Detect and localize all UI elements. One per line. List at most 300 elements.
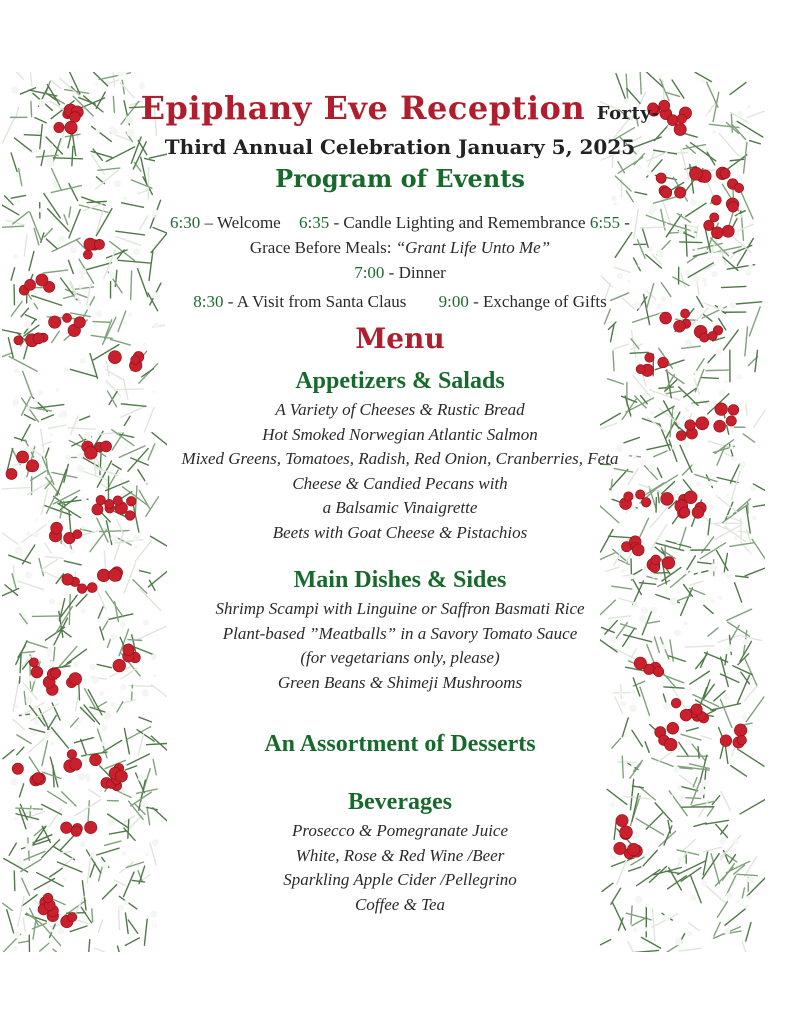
pine-needle bbox=[735, 583, 742, 602]
snow-dot bbox=[715, 494, 718, 497]
snow-dot bbox=[726, 573, 732, 579]
pine-needle bbox=[19, 653, 21, 683]
pine-needle bbox=[24, 235, 27, 256]
snow-dot bbox=[633, 928, 637, 932]
snow-dot bbox=[731, 456, 736, 461]
schedule-event: Grace Before Meals: bbox=[249, 238, 396, 257]
snow-dot bbox=[81, 497, 86, 502]
pine-needle bbox=[49, 425, 66, 428]
red-berry bbox=[25, 279, 36, 290]
menu-item: Coffee & Tea bbox=[354, 894, 446, 914]
pine-needle bbox=[717, 496, 737, 512]
snow-dot bbox=[26, 697, 33, 704]
pine-needle bbox=[745, 686, 757, 701]
snow-dot bbox=[730, 302, 737, 309]
pine-needle bbox=[23, 545, 35, 564]
pine-needle bbox=[7, 910, 14, 934]
section-title: Appetizers & Salads bbox=[295, 368, 505, 394]
pine-needle bbox=[2, 353, 12, 360]
pine-needle bbox=[681, 274, 685, 288]
pine-needle bbox=[37, 873, 63, 887]
snow-dot bbox=[690, 226, 696, 232]
pine-needle bbox=[753, 503, 765, 506]
pine-needle bbox=[716, 824, 728, 837]
snow-dot bbox=[693, 275, 700, 282]
red-berry bbox=[734, 724, 747, 737]
snow-dot bbox=[49, 143, 54, 148]
snow-dot bbox=[708, 504, 714, 510]
snow-dot bbox=[684, 570, 689, 575]
snow-dot bbox=[747, 105, 751, 109]
red-berry bbox=[728, 202, 739, 213]
pine-needle bbox=[76, 593, 89, 606]
snow-dot bbox=[16, 858, 24, 866]
pine-needle bbox=[11, 268, 15, 280]
pine-needle bbox=[30, 212, 41, 240]
snow-dot bbox=[58, 236, 64, 242]
snow-dot bbox=[720, 838, 726, 844]
pine-needle bbox=[23, 918, 25, 931]
pine-needle bbox=[681, 734, 701, 740]
pine-needle bbox=[746, 404, 747, 415]
red-berry bbox=[77, 584, 87, 594]
snow-dot bbox=[737, 111, 744, 118]
snow-dot bbox=[37, 317, 42, 322]
snow-dot bbox=[50, 496, 53, 499]
snow-dot bbox=[709, 563, 717, 571]
pine-needle bbox=[754, 407, 765, 427]
snow-dot bbox=[105, 464, 108, 467]
red-berry bbox=[51, 522, 63, 534]
pine-needle bbox=[41, 488, 48, 514]
pine-needle bbox=[60, 78, 81, 97]
snow-dot bbox=[10, 778, 18, 786]
pine-needle bbox=[2, 118, 14, 144]
menu-section-beverages bbox=[120, 787, 680, 917]
pine-needle bbox=[76, 697, 78, 710]
snow-dot bbox=[78, 720, 82, 724]
section-title: Main Dishes & Sides bbox=[293, 567, 507, 593]
pine-needle bbox=[689, 588, 704, 594]
snow-dot bbox=[737, 900, 740, 903]
pine-needle bbox=[2, 226, 24, 227]
pine-needle bbox=[725, 655, 727, 665]
pine-needle bbox=[701, 736, 711, 739]
red-berry bbox=[700, 333, 709, 342]
pine-needle bbox=[23, 371, 32, 396]
event-title bbox=[120, 90, 680, 132]
red-berry bbox=[17, 451, 29, 463]
snow-dot bbox=[750, 485, 756, 491]
pine-needle bbox=[33, 616, 60, 617]
snow-dot bbox=[30, 809, 34, 813]
pine-needle bbox=[52, 81, 61, 89]
pine-needle bbox=[103, 740, 121, 751]
snow-dot bbox=[690, 894, 696, 900]
pine-needle bbox=[19, 941, 30, 943]
pine-needle bbox=[733, 245, 752, 253]
pine-needle bbox=[726, 876, 736, 896]
snow-dot bbox=[64, 367, 70, 373]
pine-needle bbox=[725, 909, 745, 925]
pine-needle bbox=[87, 201, 106, 202]
snow-dot bbox=[32, 148, 38, 154]
red-berry bbox=[722, 225, 734, 237]
pine-needle bbox=[57, 862, 81, 872]
pine-needle bbox=[62, 792, 76, 806]
pine-needle bbox=[730, 83, 746, 95]
pine-needle bbox=[689, 581, 702, 586]
snow-dot bbox=[745, 905, 750, 910]
pine-needle bbox=[105, 841, 121, 845]
pine-needle bbox=[74, 738, 93, 743]
pine-needle bbox=[688, 263, 713, 277]
red-berry bbox=[692, 506, 704, 518]
snow-dot bbox=[39, 208, 43, 212]
menu-heading: Menu bbox=[355, 322, 445, 355]
red-berry bbox=[36, 274, 48, 286]
pine-needle bbox=[51, 728, 68, 748]
pine-needle bbox=[89, 789, 100, 797]
pine-needle bbox=[96, 209, 112, 236]
pine-needle bbox=[22, 878, 30, 895]
pine-needle bbox=[745, 857, 757, 877]
pine-needle bbox=[46, 239, 57, 249]
red-berry bbox=[689, 167, 702, 180]
pine-needle bbox=[748, 111, 765, 118]
pine-needle bbox=[714, 691, 725, 701]
red-berry bbox=[94, 239, 104, 249]
snow-dot bbox=[110, 534, 117, 541]
pine-needle bbox=[630, 950, 659, 952]
red-berry bbox=[726, 416, 736, 426]
snow-dot bbox=[73, 662, 79, 668]
pine-needle bbox=[106, 362, 109, 377]
pine-needle bbox=[731, 472, 740, 500]
snow-dot bbox=[699, 763, 702, 766]
snow-dot bbox=[748, 876, 755, 883]
snow-dot bbox=[109, 126, 116, 133]
pine-needle bbox=[705, 820, 728, 824]
pine-needle bbox=[690, 671, 709, 684]
pine-needle bbox=[70, 313, 90, 317]
pine-needle bbox=[93, 322, 109, 323]
pine-needle bbox=[697, 297, 703, 308]
pine-needle bbox=[50, 868, 62, 876]
snow-dot bbox=[101, 724, 108, 731]
snow-dot bbox=[15, 173, 19, 177]
pine-needle bbox=[82, 881, 86, 910]
snow-dot bbox=[737, 214, 742, 219]
snow-dot bbox=[701, 79, 706, 84]
pine-needle bbox=[721, 286, 745, 287]
event-subtitle-part1: Forty- bbox=[596, 103, 660, 124]
schedule-event: - Dinner bbox=[388, 263, 446, 282]
pine-needle bbox=[91, 335, 112, 338]
snow-dot bbox=[711, 599, 715, 603]
red-berry bbox=[101, 441, 112, 452]
pine-needle bbox=[98, 920, 102, 932]
snow-dot bbox=[45, 730, 52, 737]
snow-dot bbox=[732, 838, 738, 844]
menu-section-appetizers bbox=[120, 366, 680, 545]
snow-dot bbox=[34, 719, 40, 725]
pine-needle bbox=[702, 378, 718, 379]
red-berry bbox=[43, 893, 52, 902]
schedule-event: - Candle Lighting and Remembrance bbox=[333, 213, 586, 232]
pine-needle bbox=[700, 543, 726, 559]
snow-dot bbox=[154, 924, 157, 927]
snow-dot bbox=[35, 518, 38, 521]
pine-needle bbox=[723, 330, 738, 350]
pine-needle bbox=[730, 249, 739, 258]
pine-needle bbox=[109, 392, 117, 405]
snow-dot bbox=[65, 455, 71, 461]
red-berry bbox=[67, 750, 77, 760]
pine-needle bbox=[53, 158, 82, 159]
snow-dot bbox=[711, 271, 718, 278]
pine-needle bbox=[709, 124, 739, 127]
snow-dot bbox=[111, 702, 116, 707]
pine-needle bbox=[52, 331, 60, 342]
menu-item: Sparkling Apple Cider /Pellegrino bbox=[283, 870, 517, 889]
red-berry bbox=[14, 336, 23, 345]
snow-dot bbox=[13, 399, 20, 406]
pine-needle bbox=[3, 750, 14, 759]
snow-dot bbox=[49, 598, 55, 604]
snow-dot bbox=[80, 841, 86, 847]
red-berry bbox=[33, 773, 44, 784]
red-berry bbox=[708, 331, 717, 340]
pine-needle bbox=[54, 847, 75, 860]
menu-item: Shrimp Scampi with Linguine or Saffron Basmati Rice bbox=[215, 599, 585, 618]
pine-needle bbox=[91, 154, 104, 174]
snow-dot bbox=[90, 851, 96, 857]
pine-needle bbox=[17, 747, 24, 755]
pine-needle bbox=[94, 948, 107, 952]
pine-needle bbox=[731, 114, 732, 132]
snow-dot bbox=[95, 311, 102, 318]
snow-dot bbox=[12, 946, 18, 952]
pine-needle bbox=[31, 101, 32, 116]
pine-needle bbox=[752, 539, 765, 562]
pine-needle bbox=[686, 728, 698, 731]
pine-needle bbox=[741, 191, 753, 219]
snow-dot bbox=[108, 819, 115, 826]
pine-needle bbox=[712, 796, 719, 805]
pine-needle bbox=[45, 557, 63, 559]
red-berry bbox=[62, 313, 71, 322]
red-berry bbox=[714, 420, 726, 432]
pine-needle bbox=[45, 543, 51, 553]
red-berry bbox=[71, 826, 81, 836]
snow-dot bbox=[718, 305, 724, 311]
snow-dot bbox=[101, 741, 106, 746]
pine-needle bbox=[738, 675, 750, 702]
red-berry bbox=[54, 122, 64, 132]
pine-needle bbox=[717, 901, 727, 917]
snow-dot bbox=[658, 75, 662, 79]
pine-needle bbox=[85, 689, 96, 709]
snow-dot bbox=[734, 536, 738, 540]
pine-needle bbox=[41, 151, 44, 166]
pine-needle bbox=[98, 607, 103, 618]
snow-dot bbox=[63, 877, 67, 881]
snow-dot bbox=[685, 739, 692, 746]
pine-needle bbox=[708, 355, 715, 363]
pine-needle bbox=[29, 72, 32, 86]
snow-dot bbox=[13, 932, 20, 939]
schedule-line-4 bbox=[120, 289, 680, 314]
snow-dot bbox=[59, 601, 63, 605]
pine-needle bbox=[42, 415, 54, 420]
pine-needle bbox=[2, 201, 19, 214]
schedule-event: - bbox=[624, 213, 630, 232]
snow-dot bbox=[719, 596, 723, 600]
snow-dot bbox=[33, 398, 38, 403]
pine-needle bbox=[32, 296, 62, 306]
menu-page bbox=[120, 90, 680, 917]
pine-needle bbox=[20, 804, 27, 820]
snow-dot bbox=[726, 493, 729, 496]
pine-needle bbox=[64, 215, 68, 225]
red-berry bbox=[684, 491, 697, 504]
pine-needle bbox=[701, 652, 708, 667]
pine-needle bbox=[128, 920, 137, 933]
snow-dot bbox=[89, 664, 96, 671]
pine-needle bbox=[729, 234, 750, 252]
red-berry bbox=[680, 709, 692, 721]
snow-dot bbox=[644, 927, 648, 931]
pine-needle bbox=[115, 602, 119, 622]
schedule-time: 6:30 bbox=[170, 213, 201, 232]
snow-dot bbox=[694, 371, 698, 375]
pine-needle bbox=[43, 571, 58, 578]
pine-needle bbox=[683, 480, 692, 492]
pine-needle bbox=[687, 256, 696, 263]
pine-needle bbox=[29, 251, 34, 270]
pine-needle bbox=[21, 652, 35, 653]
red-berry bbox=[12, 763, 23, 774]
pine-needle bbox=[97, 664, 111, 667]
program-heading: Program of Events bbox=[275, 164, 525, 193]
pine-needle bbox=[19, 809, 26, 828]
pine-needle bbox=[683, 839, 695, 850]
snow-dot bbox=[737, 374, 742, 379]
red-berry bbox=[84, 446, 97, 459]
section-title: Beverages bbox=[348, 789, 452, 815]
pine-needle bbox=[3, 903, 12, 910]
pine-needle bbox=[720, 700, 731, 728]
schedule-time: 6:35 bbox=[298, 213, 330, 232]
menu-item: a Balsamic Vinaigrette bbox=[322, 498, 478, 517]
pine-needle bbox=[71, 416, 78, 435]
snow-dot bbox=[92, 677, 99, 684]
pine-needle bbox=[21, 425, 30, 441]
pine-needle bbox=[714, 922, 720, 936]
snow-dot bbox=[50, 742, 54, 746]
pine-needle bbox=[745, 565, 765, 576]
snow-dot bbox=[675, 938, 682, 945]
snow-dot bbox=[701, 880, 707, 886]
pine-needle bbox=[690, 741, 705, 760]
snow-dot bbox=[22, 614, 26, 618]
snow-dot bbox=[736, 924, 739, 927]
pine-needle bbox=[88, 940, 90, 952]
pine-needle bbox=[43, 925, 61, 946]
snow-dot bbox=[48, 653, 51, 656]
snow-dot bbox=[55, 388, 59, 392]
event-title-main: Epiphany Eve Reception bbox=[140, 89, 586, 127]
pine-needle bbox=[730, 159, 744, 160]
snow-dot bbox=[696, 481, 701, 486]
pine-needle bbox=[14, 871, 15, 890]
red-berry bbox=[6, 468, 17, 479]
pine-needle bbox=[67, 649, 86, 663]
snow-dot bbox=[139, 82, 146, 89]
snow-dot bbox=[37, 390, 43, 396]
snow-dot bbox=[719, 389, 726, 396]
schedule-time: 7:00 bbox=[354, 263, 385, 282]
red-berry bbox=[715, 403, 728, 416]
pine-needle bbox=[42, 741, 48, 766]
pine-needle bbox=[79, 921, 89, 924]
pine-needle bbox=[64, 561, 81, 565]
snow-dot bbox=[70, 549, 75, 554]
pine-needle bbox=[684, 388, 697, 397]
pine-needle bbox=[87, 856, 91, 884]
snow-dot bbox=[14, 369, 19, 374]
pine-needle bbox=[708, 628, 718, 636]
red-berry bbox=[51, 668, 61, 678]
pine-needle bbox=[97, 702, 106, 707]
pine-needle bbox=[733, 302, 761, 304]
snow-dot bbox=[36, 130, 41, 135]
snow-dot bbox=[747, 151, 752, 156]
snow-dot bbox=[743, 639, 749, 645]
snow-dot bbox=[687, 931, 692, 936]
snow-dot bbox=[13, 254, 18, 259]
pine-needle bbox=[90, 530, 107, 552]
red-berry bbox=[33, 333, 44, 344]
pine-needle bbox=[727, 609, 752, 620]
snow-dot bbox=[86, 778, 90, 782]
snow-dot bbox=[95, 82, 98, 85]
schedule-event-italic: “Grant Life Unto Me” bbox=[395, 238, 551, 257]
pine-needle bbox=[69, 207, 71, 217]
pine-needle bbox=[722, 864, 734, 881]
pine-needle bbox=[9, 843, 16, 855]
pine-needle bbox=[681, 868, 701, 882]
pine-needle bbox=[118, 946, 122, 952]
pine-needle bbox=[679, 948, 701, 951]
snow-dot bbox=[705, 112, 708, 115]
snow-dot bbox=[26, 406, 30, 410]
pine-needle bbox=[742, 888, 744, 898]
snow-dot bbox=[61, 411, 68, 418]
red-berry bbox=[73, 530, 82, 539]
pine-needle bbox=[745, 327, 748, 356]
schedule-time: 9:00 bbox=[438, 292, 469, 311]
pine-needle bbox=[600, 940, 611, 949]
pine-needle bbox=[704, 605, 713, 613]
menu-item: Cheese & Candied Pecans with bbox=[292, 473, 508, 493]
red-berry bbox=[96, 495, 106, 505]
snow-dot bbox=[742, 715, 747, 720]
menu-item: Hot Smoked Norwegian Atlantic Salmon bbox=[262, 424, 538, 444]
snow-dot bbox=[689, 567, 692, 570]
red-berry bbox=[685, 420, 696, 431]
